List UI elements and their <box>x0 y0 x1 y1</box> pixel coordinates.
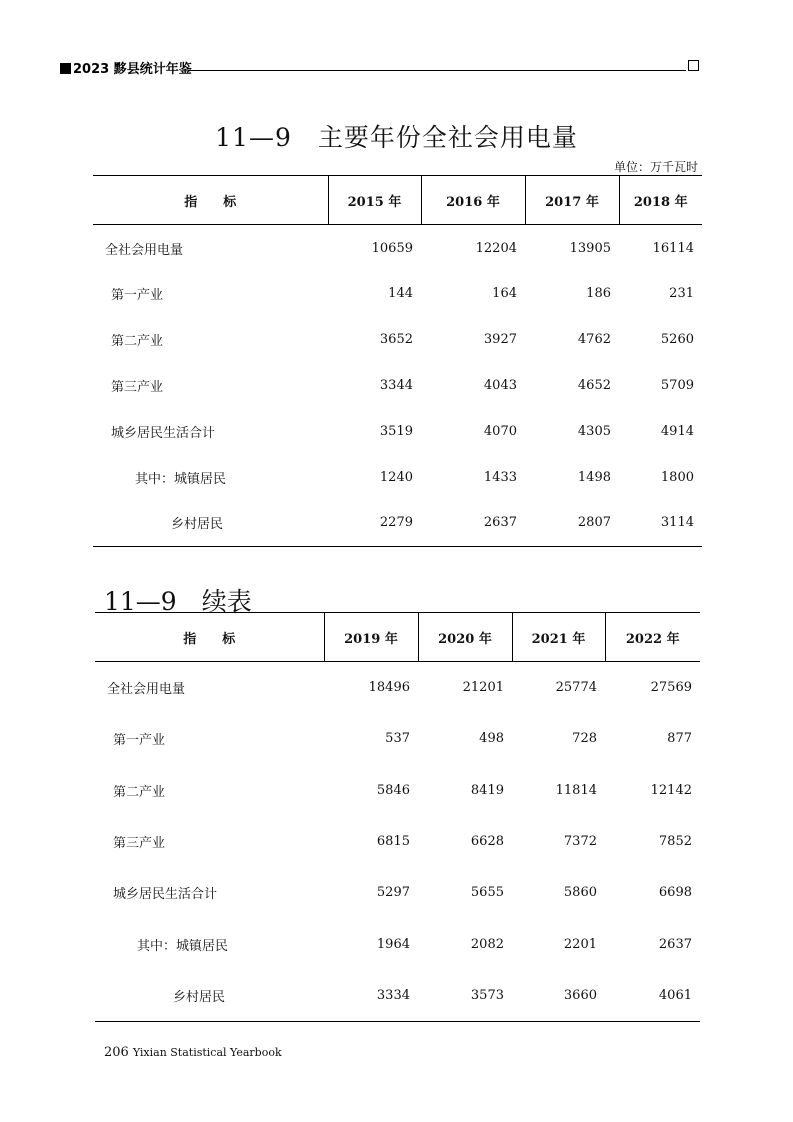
row-label: 第三产业 <box>113 836 166 852</box>
cell-value: 231 <box>669 286 694 302</box>
cell-value: 6628 <box>470 834 504 850</box>
table-row <box>93 408 702 454</box>
cell-value: 4305 <box>577 423 611 439</box>
cell-value: 4061 <box>605 970 700 1022</box>
column-header: 2017 年 <box>525 176 619 225</box>
cell-value: 1498 <box>577 469 611 485</box>
column-header: 2020 年 <box>418 613 512 662</box>
cell-value: 3334 <box>324 970 418 1022</box>
cell-value: 3344 <box>379 377 413 393</box>
cell-value: 5860 <box>563 885 597 901</box>
cell-value: 1433 <box>483 469 517 485</box>
cell-value: 2637 <box>658 936 692 952</box>
page-title: 11—9 主要年份全社会用电量 <box>215 123 578 152</box>
table-row <box>93 271 702 317</box>
row-label: 城乡居民生活合计 <box>113 887 218 903</box>
cell-value: 3927 <box>483 332 517 348</box>
cell-value: 5709 <box>660 377 694 393</box>
page-footer <box>104 1045 282 1060</box>
cell-value: 1240 <box>379 469 413 485</box>
column-header: 2021 年 <box>512 613 605 662</box>
row-label: 乡村居民 <box>95 970 324 1022</box>
cell-value: 8419 <box>470 782 504 798</box>
table-header-row <box>95 613 700 662</box>
table-row <box>93 317 702 363</box>
cell-value: 4070 <box>483 423 517 439</box>
cell-value: 5260 <box>660 332 694 348</box>
header-text: 2023 黟县统计年鉴 <box>73 62 192 77</box>
row-label: 其中：城镇居民 <box>135 471 227 487</box>
row-label: 第三产业 <box>111 379 164 395</box>
cell-value: 27569 <box>650 680 692 696</box>
column-header: 2018 年 <box>619 176 702 225</box>
cell-value: 5297 <box>376 885 410 901</box>
cell-value: 5846 <box>376 782 410 798</box>
cell-value: 2201 <box>563 936 597 952</box>
cell-value: 11814 <box>555 782 597 798</box>
running-header <box>60 58 192 77</box>
cell-value: 3573 <box>418 970 512 1022</box>
table-row <box>95 918 700 969</box>
cell-value: 3660 <box>512 970 605 1022</box>
cell-value: 3652 <box>379 332 413 348</box>
black-square-icon <box>60 63 71 74</box>
cell-value: 2279 <box>328 500 421 546</box>
cell-value: 4652 <box>577 377 611 393</box>
table-row <box>95 765 700 816</box>
column-header: 指 标 <box>93 176 328 225</box>
row-label: 第二产业 <box>113 784 166 800</box>
cell-value: 498 <box>479 731 504 747</box>
cell-value: 1800 <box>660 469 694 485</box>
row-label: 全社会用电量 <box>105 242 184 258</box>
electricity-table-2019-2022 <box>95 612 700 1022</box>
cell-value: 4914 <box>660 423 694 439</box>
cell-value: 12142 <box>650 782 692 798</box>
cell-value: 877 <box>667 731 692 747</box>
table-row <box>95 713 700 764</box>
footer-text: Yixian Statistical Yearbook <box>132 1046 282 1059</box>
table-row <box>95 816 700 867</box>
cell-value: 186 <box>586 286 611 302</box>
header-rule <box>188 70 686 71</box>
row-label: 其中：城镇居民 <box>137 938 229 954</box>
cell-value: 537 <box>385 731 410 747</box>
column-header: 2016 年 <box>421 176 525 225</box>
cell-value: 13905 <box>569 240 611 256</box>
column-header: 2015 年 <box>328 176 421 225</box>
cell-value: 7372 <box>563 834 597 850</box>
cell-value: 5655 <box>470 885 504 901</box>
cell-value: 18496 <box>368 680 410 696</box>
cell-value: 3519 <box>379 423 413 439</box>
cell-value: 10659 <box>371 240 413 256</box>
cell-value: 12204 <box>475 240 517 256</box>
cell-value: 2807 <box>525 500 619 546</box>
page-number: 206 <box>104 1045 129 1060</box>
row-label: 第二产业 <box>111 334 164 350</box>
cell-value: 16114 <box>652 240 694 256</box>
cell-value: 164 <box>492 286 517 302</box>
table-row <box>93 363 702 409</box>
cell-value: 2637 <box>421 500 525 546</box>
table-row <box>93 225 702 272</box>
unit-label: 单位：万千瓦时 <box>613 160 698 174</box>
cell-value: 3114 <box>619 500 702 546</box>
table-row <box>93 454 702 500</box>
cell-value: 4762 <box>577 332 611 348</box>
column-header: 2022 年 <box>605 613 700 662</box>
cell-value: 21201 <box>462 680 504 696</box>
table-row <box>95 970 700 1022</box>
continuation-title: 11—9 续表 <box>104 587 252 616</box>
cell-value: 6815 <box>376 834 410 850</box>
cell-value: 4043 <box>483 377 517 393</box>
cell-value: 2082 <box>470 936 504 952</box>
electricity-table-2015-2018 <box>93 175 702 547</box>
square-outline-icon <box>688 60 699 71</box>
row-label: 全社会用电量 <box>107 682 186 698</box>
row-label: 城乡居民生活合计 <box>111 425 216 441</box>
cell-value: 728 <box>572 731 597 747</box>
cell-value: 25774 <box>555 680 597 696</box>
cell-value: 144 <box>388 286 413 302</box>
column-header: 指 标 <box>95 613 324 662</box>
row-label: 第一产业 <box>111 288 164 304</box>
cell-value: 7852 <box>658 834 692 850</box>
cell-value: 6698 <box>658 885 692 901</box>
table-header-row <box>93 176 702 225</box>
table-row <box>95 867 700 918</box>
row-label: 第一产业 <box>113 733 166 749</box>
table-row <box>93 500 702 546</box>
table-row <box>95 662 700 714</box>
cell-value: 1964 <box>376 936 410 952</box>
column-header: 2019 年 <box>324 613 418 662</box>
row-label: 乡村居民 <box>93 500 328 546</box>
